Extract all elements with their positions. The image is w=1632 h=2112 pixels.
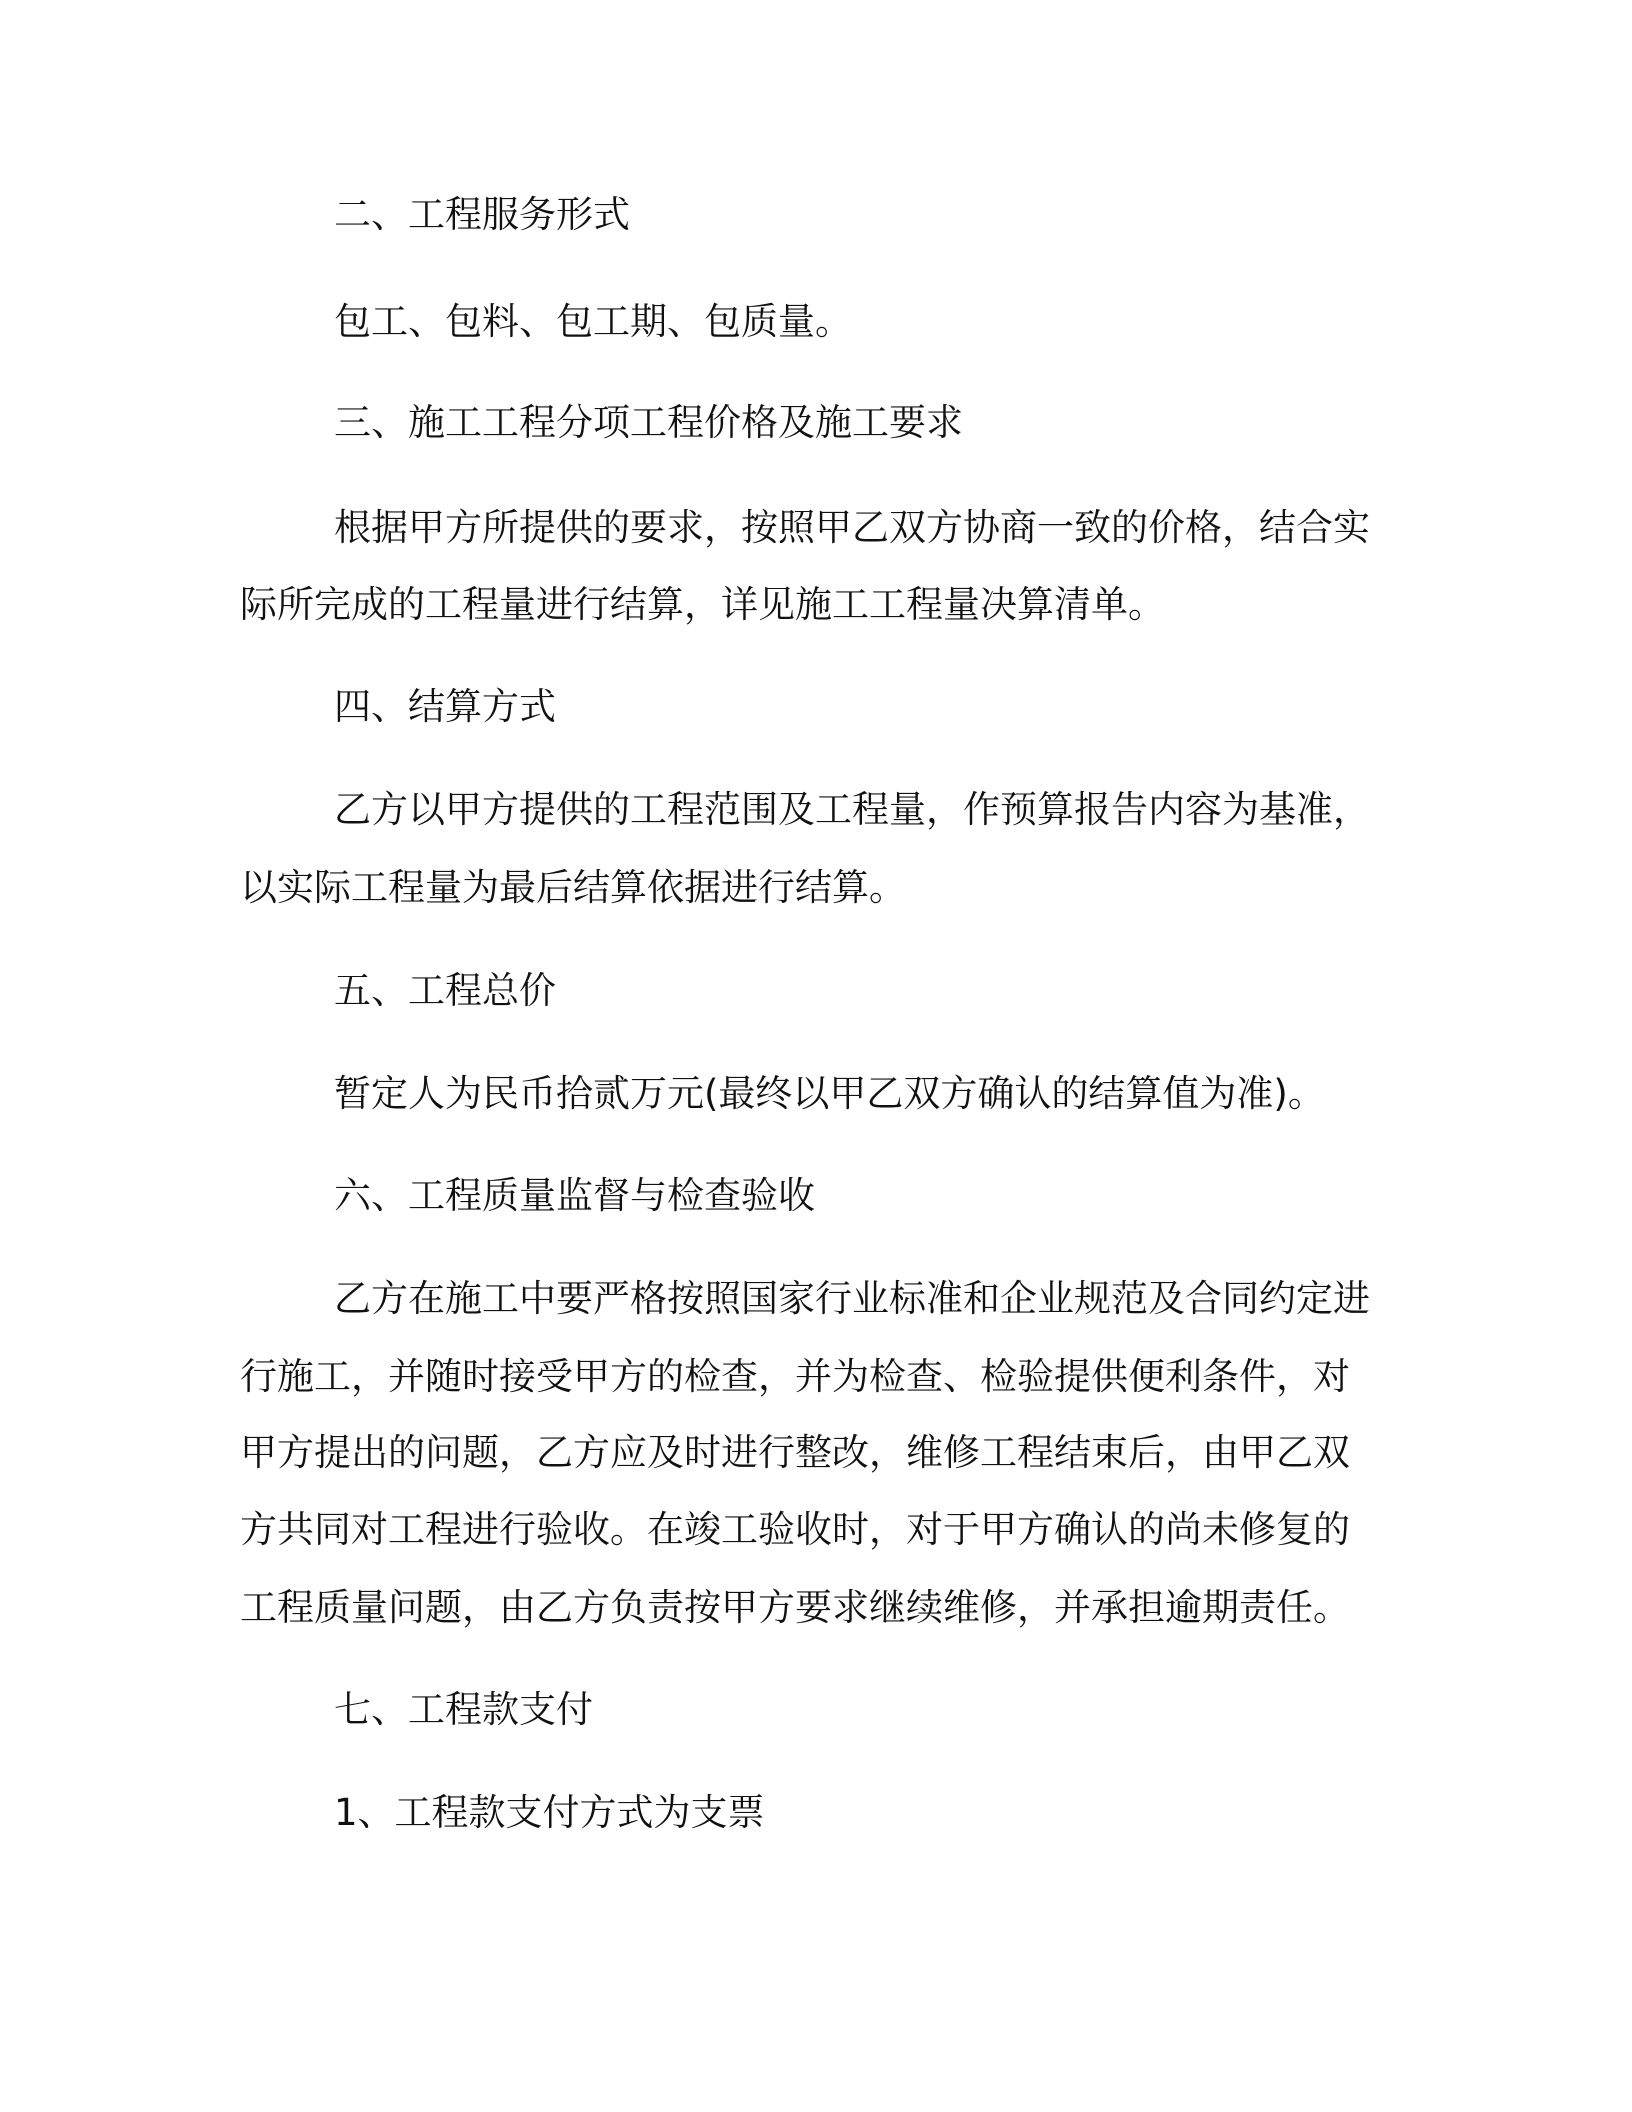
paragraph-line: 甲方提出的问题，乙方应及时进行整改，维修工程结束后，由甲乙双 — [240, 1431, 1350, 1474]
paragraph-line: 乙方在施工中要严格按照国家行业标准和企业规范及合同约定进 — [334, 1277, 1370, 1320]
paragraph-line: 工程质量问题，由乙方负责按甲方要求继续维修，并承担逾期责任。 — [240, 1586, 1350, 1629]
section-heading-7: 七、工程款支付 — [334, 1688, 593, 1731]
section-heading-4: 四、结算方式 — [334, 685, 556, 728]
section-heading-5: 五、工程总价 — [334, 969, 556, 1012]
section-heading-3: 三、施工工程分项工程价格及施工要求 — [334, 401, 963, 444]
paragraph-line: 暂定人为民币拾贰万元(最终以甲乙双方确认的结算值为准)。 — [334, 1072, 1325, 1115]
section-heading-6: 六、工程质量监督与检查验收 — [334, 1174, 815, 1217]
paragraph-line: 包工、包料、包工期、包质量。 — [334, 300, 852, 343]
paragraph-line: 行施工，并随时接受甲方的检查，并为检查、检验提供便利条件，对 — [240, 1355, 1350, 1398]
paragraph-line: 方共同对工程进行验收。在竣工验收时，对于甲方确认的尚未修复的 — [240, 1508, 1350, 1551]
paragraph-line: 以实际工程量为最后结算依据进行结算。 — [240, 866, 906, 909]
subsection-item-1: 1、工程款支付方式为支票 — [334, 1791, 765, 1834]
paragraph-line: 际所完成的工程量进行结算，详见施工工程量决算清单。 — [240, 583, 1165, 626]
paragraph-line: 乙方以甲方提供的工程范围及工程量，作预算报告内容为基准， — [334, 788, 1370, 831]
section-heading-2: 二、工程服务形式 — [334, 193, 630, 236]
paragraph-line: 根据甲方所提供的要求，按照甲乙双方协商一致的价格，结合实 — [334, 506, 1370, 549]
